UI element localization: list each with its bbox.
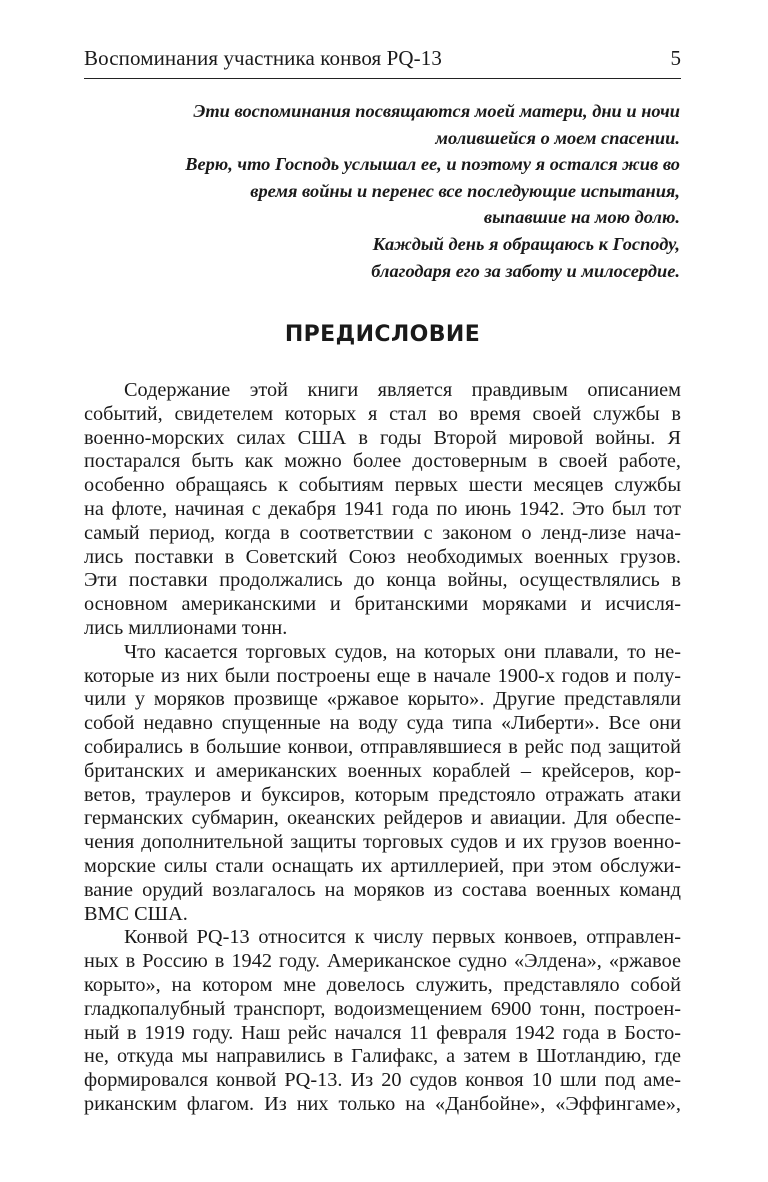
text-line: особенно обращаясь к событиям первых шести месяцев службы [84,474,681,497]
text-line: Конвой PQ-13 относится к числу первых конвоев, отправлен- [124,926,681,949]
body-text [84,379,681,1117]
text-line: британских и американских военных кораблей – крейсеров, кор- [84,759,681,782]
epigraph-line: благодаря его за заботу и милосердие. [371,260,680,281]
running-header [84,44,681,79]
text-line: Что касается торговых судов, на которых они плавали, то не- [124,640,681,663]
text-line: ный в 1919 году. Наш рейс начался 11 февраля 1942 года в Босто- [84,1021,681,1044]
section-heading: ПРЕДИСЛОВИЕ [284,322,481,347]
text-line: событий, свидетелем которых я стал во время своей службы в [84,402,681,425]
text-line: формировался конвой PQ-13. Из 20 судов конвоя 10 шли под аме- [84,1069,681,1092]
text-line: гладкопалубный транспорт, водоизмещением 6900 тонн, построен- [84,997,681,1020]
epigraph-line: молившейся о моем спасении. [435,127,680,148]
text-line: постарался быть как можно более достоверным в своей работе, [84,450,681,473]
text-line: ветов, траулеров и буксиров, которым предстояло отражать атаки [84,783,681,806]
text-line: корыто», на котором мне довелось служить, представляло собой [84,973,681,996]
epigraph-line: выпавшие на мою долю. [483,207,680,228]
text-line: морские силы стали оснащать их артиллерией, при этом обслужи- [84,854,681,877]
text-line: Содержание этой книги является правдивым описанием [124,379,681,401]
page-number: 5 [670,46,681,70]
paragraph [84,379,681,641]
text-line: самый период, когда в соответствии с законом о ленд-лизе нача- [84,521,681,544]
paragraph [84,926,681,1116]
text-line: ных в Россию в 1942 году. Американское судно «Элдена», «ржавое [84,950,681,973]
text-line: не, откуда мы направились в Галифакс, а затем в Шотландию, где [84,1045,681,1068]
epigraph-line: Верю, что Господь услышал ее, и поэтому я остался жив во [185,154,680,175]
paragraph [84,641,681,927]
text-line: собой недавно спущенные на воду суда типа «Либерти». Все они [84,712,681,735]
text-line: основном американскими и британскими моряками и исчисля- [84,593,681,616]
text-line: чения дополнительной защиты торговых судов и их грузов военно- [84,831,681,854]
text-line: лись поставки в Советский Союз необходимых военных грузов. [84,545,681,568]
epigraph [84,98,680,284]
text-line: Эти поставки продолжались до конца войны, осуществлялись в [84,569,681,592]
running-title: Воспоминания участника конвоя PQ-13 [84,46,442,70]
text-line: чили у моряков прозвище «ржавое корыто». Другие представляли [84,688,681,711]
text-line: вание орудий возлагалось на моряков из состава военных команд [84,878,681,901]
epigraph-line: Эти воспоминания посвящаются моей матери, дни и ночи [193,101,680,121]
epigraph-line: Каждый день я обращаюсь к Господу, [372,233,680,254]
text-line: лись миллионами тонн. [84,616,288,639]
text-line: германских субмарин, океанских рейдеров и авиации. Для обеспе- [84,807,681,830]
text-line: собирались в большие конвои, отправлявшиеся в рейс под защитой [84,735,681,758]
text-line: риканским флагом. Из них только на «Данбойне», «Эффингаме», [84,1092,681,1115]
text-line: которые из них были построены еще в начале 1900-х годов и полу- [84,664,681,687]
text-line: на флоте, начиная с декабря 1941 года по июнь 1942. Это был тот [84,497,681,520]
epigraph-line: время войны и перенес все последующие испытания, [250,180,680,201]
text-line: ВМС США. [84,902,188,925]
text-line: военно-морских силах США в годы Второй мировой войны. Я [84,426,681,449]
